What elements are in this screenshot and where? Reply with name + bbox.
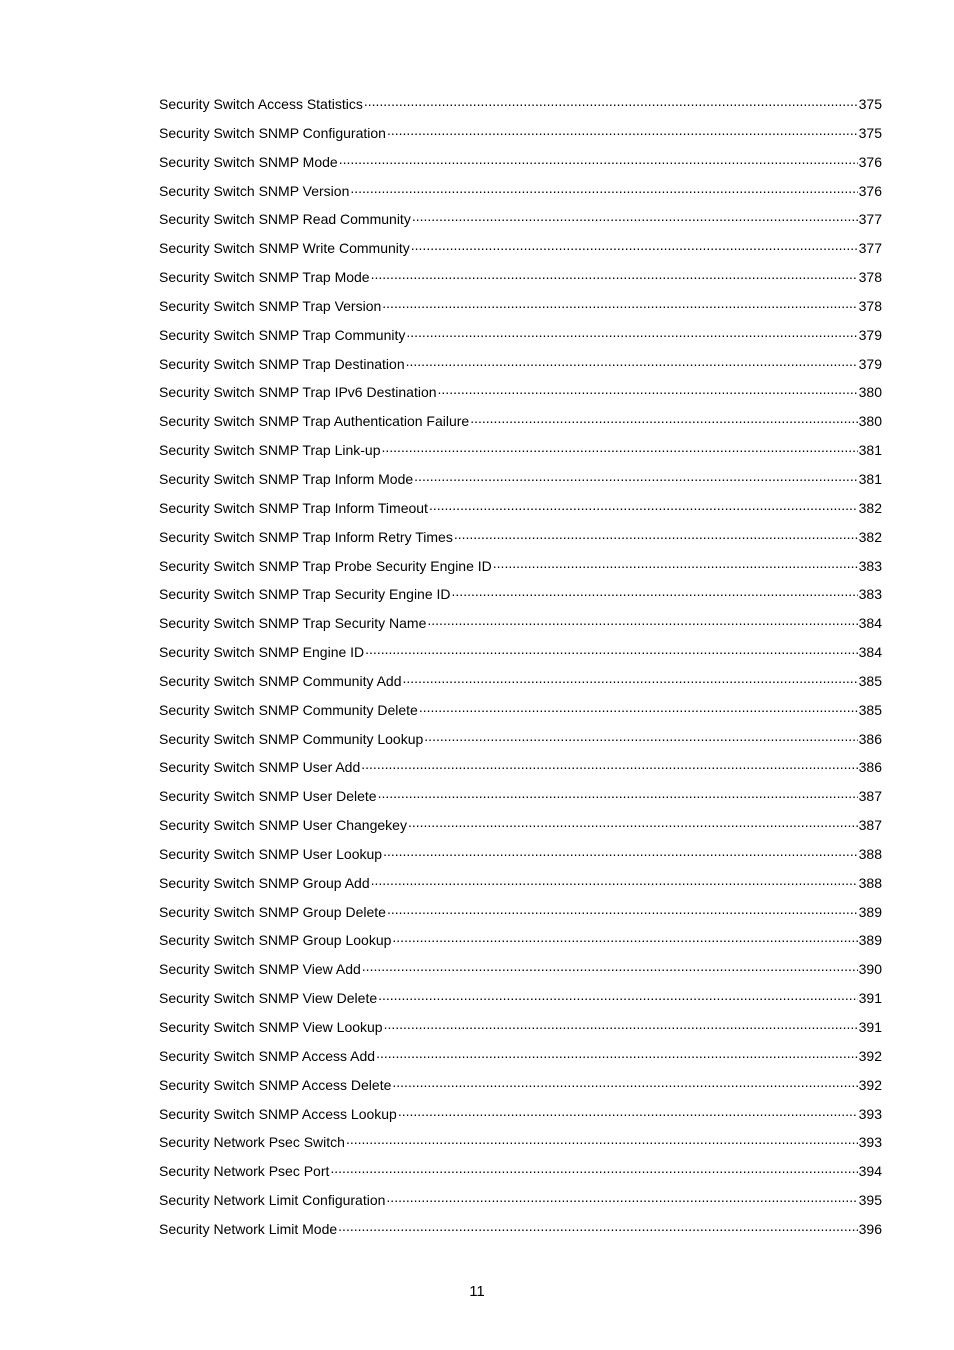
toc-entry-page: 392	[858, 1076, 882, 1093]
toc-entry[interactable]	[159, 988, 882, 1017]
toc-entry[interactable]	[159, 613, 882, 642]
toc-dot-leader	[411, 239, 858, 253]
toc-dot-leader	[378, 989, 858, 1003]
toc-dot-leader	[383, 845, 858, 859]
toc-entry[interactable]	[159, 1075, 882, 1104]
toc-entry-title: Security Switch SNMP Read Community	[159, 211, 411, 228]
table-of-contents	[159, 94, 882, 1248]
toc-entry[interactable]	[159, 930, 882, 959]
toc-entry-title: Security Switch SNMP View Add	[159, 961, 361, 978]
toc-entry-title: Security Switch SNMP User Delete	[159, 788, 377, 805]
toc-dot-leader	[339, 153, 858, 167]
toc-entry-title: Security Switch SNMP View Delete	[159, 990, 378, 1007]
toc-entry[interactable]	[159, 469, 882, 498]
toc-entry-page: 377	[858, 240, 882, 257]
toc-entry-title: Security Switch SNMP Version	[159, 182, 350, 199]
toc-entry[interactable]	[159, 382, 882, 411]
toc-dot-leader	[371, 874, 858, 888]
toc-entry-title: Security Switch SNMP View Lookup	[159, 1019, 383, 1035]
toc-entry-page: 393	[858, 1134, 882, 1151]
toc-entry-title: Security Switch SNMP Trap Security Name	[159, 615, 427, 632]
toc-dot-leader	[384, 1018, 858, 1032]
toc-entry-page: 395	[858, 1192, 882, 1209]
toc-entry-title: Security Switch SNMP Mode	[159, 153, 338, 170]
toc-dot-leader	[470, 412, 857, 426]
toc-entry-title: Security Switch SNMP Trap Inform Retry Times	[159, 528, 453, 545]
toc-entry-title: Security Switch SNMP Trap Version	[159, 297, 382, 314]
toc-entry-page: 385	[858, 672, 882, 689]
toc-dot-leader	[346, 1133, 858, 1147]
toc-entry-page: 389	[858, 903, 882, 920]
toc-dot-leader	[493, 557, 858, 571]
toc-entry-title: Security Switch SNMP Group Lookup	[159, 932, 392, 949]
toc-entry[interactable]	[159, 1161, 882, 1190]
toc-dot-leader	[392, 1076, 857, 1090]
toc-entry-title: Security Switch SNMP Trap Mode	[159, 269, 370, 286]
toc-entry[interactable]	[159, 786, 882, 815]
toc-entry-title: Security Switch SNMP Trap Community	[159, 326, 406, 343]
toc-entry-page: 384	[858, 644, 882, 661]
toc-entry[interactable]	[159, 642, 882, 671]
toc-entry-page: 383	[858, 557, 882, 574]
toc-entry-title: Security Switch SNMP Community Add	[159, 672, 402, 689]
toc-dot-leader	[378, 787, 858, 801]
toc-dot-leader	[330, 1162, 857, 1176]
toc-entry-page: 380	[858, 384, 882, 401]
toc-entry-page: 376	[858, 182, 882, 199]
toc-dot-leader	[419, 701, 858, 715]
toc-entry-title: Security Switch SNMP Configuration	[159, 124, 386, 141]
toc-dot-leader	[403, 672, 858, 686]
toc-entry-title: Security Switch SNMP User Add	[159, 759, 361, 776]
toc-entry-page: 380	[858, 413, 882, 430]
toc-entry-title: Security Switch SNMP Trap Security Engine ID	[159, 586, 451, 603]
toc-dot-leader	[387, 124, 858, 138]
toc-entry-page: 382	[858, 528, 882, 545]
toc-entry[interactable]	[159, 757, 882, 786]
toc-dot-leader	[408, 816, 858, 830]
toc-entry-title: Security Switch SNMP Community Lookup	[159, 730, 424, 747]
toc-entry[interactable]	[159, 267, 882, 296]
toc-entry[interactable]	[159, 411, 882, 440]
toc-entry[interactable]	[159, 498, 882, 527]
toc-entry[interactable]	[159, 729, 882, 758]
toc-entry-page: 381	[858, 442, 882, 459]
toc-entry-page: 386	[858, 759, 882, 776]
toc-entry-title: Security Network Limit Mode	[159, 1220, 338, 1237]
toc-entry-page: 386	[858, 730, 882, 747]
toc-dot-leader	[392, 931, 857, 945]
toc-dot-leader	[452, 585, 858, 599]
toc-entry-page: 387	[858, 817, 882, 834]
toc-entry-page: 388	[858, 874, 882, 891]
toc-entry[interactable]	[159, 123, 882, 152]
toc-entry[interactable]	[159, 671, 882, 700]
toc-entry-page: 396	[858, 1220, 882, 1237]
toc-entry-page: 382	[858, 499, 882, 516]
toc-dot-leader	[429, 499, 858, 513]
toc-entry-page: 389	[858, 932, 882, 949]
toc-entry-title: Security Switch SNMP Community Delete	[159, 701, 418, 718]
toc-dot-leader	[406, 355, 858, 369]
toc-dot-leader	[362, 960, 858, 974]
toc-entry[interactable]	[159, 902, 882, 931]
toc-dot-leader	[427, 614, 857, 628]
toc-entry-page: 392	[858, 1047, 882, 1064]
toc-entry-title: Security Switch SNMP Trap Link-up	[159, 442, 381, 459]
toc-entry[interactable]	[159, 209, 882, 238]
toc-entry[interactable]	[159, 844, 882, 873]
toc-dot-leader	[412, 210, 858, 224]
toc-entry[interactable]	[159, 440, 882, 469]
toc-entry-title: Security Switch SNMP User Changekey	[159, 817, 407, 834]
toc-entry-title: Security Switch SNMP Trap Inform Mode	[159, 470, 414, 487]
toc-entry-title: Security Switch Access Statistics	[159, 96, 363, 112]
toc-entry-title: Security Switch SNMP Group Add	[159, 874, 370, 891]
toc-entry-page: 394	[858, 1163, 882, 1180]
toc-entry-title: Security Switch SNMP Access Add	[159, 1047, 376, 1064]
toc-entry-page: 379	[858, 355, 882, 372]
toc-entry-title: Security Switch SNMP Access Lookup	[159, 1105, 397, 1122]
toc-entry[interactable]	[159, 556, 882, 585]
toc-entry-title: Security Network Psec Port	[159, 1163, 330, 1180]
toc-dot-leader	[371, 268, 858, 282]
toc-entry-title: Security Network Psec Switch	[159, 1134, 345, 1151]
toc-entry[interactable]	[159, 1132, 882, 1161]
toc-entry-title: Security Network Limit Configuration	[159, 1192, 386, 1209]
toc-dot-leader	[382, 297, 857, 311]
toc-entry-title: Security Switch SNMP Group Delete	[159, 903, 386, 920]
toc-entry-page: 379	[858, 326, 882, 343]
toc-dot-leader	[376, 1047, 858, 1061]
toc-entry[interactable]	[159, 181, 882, 210]
toc-dot-leader	[338, 1220, 857, 1234]
toc-entry[interactable]	[159, 1017, 882, 1046]
toc-entry-page: 383	[858, 586, 882, 603]
toc-entry-page: 375	[858, 96, 882, 112]
toc-entry-page: 376	[858, 153, 882, 170]
toc-entry-title: Security Switch SNMP Trap IPv6 Destination	[159, 384, 437, 401]
toc-entry-page: 391	[858, 1019, 882, 1035]
toc-entry-page: 390	[858, 961, 882, 978]
toc-entry[interactable]	[159, 354, 882, 383]
page-number: 11	[469, 1283, 485, 1300]
toc-entry-page: 375	[858, 124, 882, 141]
toc-dot-leader	[406, 326, 857, 340]
toc-entry[interactable]	[159, 700, 882, 729]
toc-entry-title: Security Switch SNMP Write Community	[159, 240, 410, 257]
toc-dot-leader	[382, 441, 858, 455]
toc-entry-page: 385	[858, 701, 882, 718]
toc-entry-page: 393	[858, 1105, 882, 1122]
toc-entry[interactable]	[159, 1104, 882, 1133]
toc-dot-leader	[387, 903, 858, 917]
toc-entry[interactable]	[159, 815, 882, 844]
toc-entry-title: Security Switch SNMP Engine ID	[159, 644, 365, 661]
toc-entry[interactable]	[159, 1046, 882, 1075]
toc-entry-page: 384	[858, 615, 882, 632]
toc-dot-leader	[398, 1105, 858, 1119]
toc-entry-title: Security Switch SNMP Trap Destination	[159, 355, 405, 372]
toc-entry-title: Security Switch SNMP Access Delete	[159, 1076, 392, 1093]
toc-entry-title: Security Switch SNMP User Lookup	[159, 845, 383, 862]
toc-entry[interactable]	[159, 296, 882, 325]
toc-entry[interactable]	[159, 584, 882, 613]
toc-dot-leader	[424, 730, 857, 744]
toc-entry-page: 378	[858, 269, 882, 286]
toc-entry[interactable]	[159, 1219, 882, 1248]
toc-entry[interactable]	[159, 94, 882, 123]
toc-dot-leader	[365, 643, 857, 657]
toc-entry-title: Security Switch SNMP Trap Probe Security Engine ID	[159, 557, 492, 574]
toc-dot-leader	[414, 470, 857, 484]
toc-entry[interactable]	[159, 325, 882, 354]
toc-entry-page: 378	[858, 297, 882, 314]
toc-entry-title: Security Switch SNMP Trap Inform Timeout	[159, 499, 428, 516]
toc-entry-page: 381	[858, 470, 882, 487]
toc-entry-page: 387	[858, 788, 882, 805]
toc-dot-leader	[350, 182, 857, 196]
toc-dot-leader	[454, 528, 858, 542]
toc-entry-title: Security Switch SNMP Trap Authentication Failure	[159, 413, 470, 430]
toc-entry[interactable]	[159, 1190, 882, 1219]
toc-entry-page: 388	[858, 845, 882, 862]
toc-entry[interactable]	[159, 873, 882, 902]
toc-entry[interactable]	[159, 959, 882, 988]
toc-dot-leader	[361, 758, 857, 772]
toc-dot-leader	[438, 383, 858, 397]
toc-dot-leader	[364, 95, 858, 109]
toc-entry-page: 377	[858, 211, 882, 228]
toc-dot-leader	[386, 1191, 857, 1205]
toc-entry[interactable]	[159, 527, 882, 556]
toc-entry[interactable]	[159, 238, 882, 267]
toc-entry[interactable]	[159, 152, 882, 181]
toc-entry-page: 391	[858, 990, 882, 1007]
